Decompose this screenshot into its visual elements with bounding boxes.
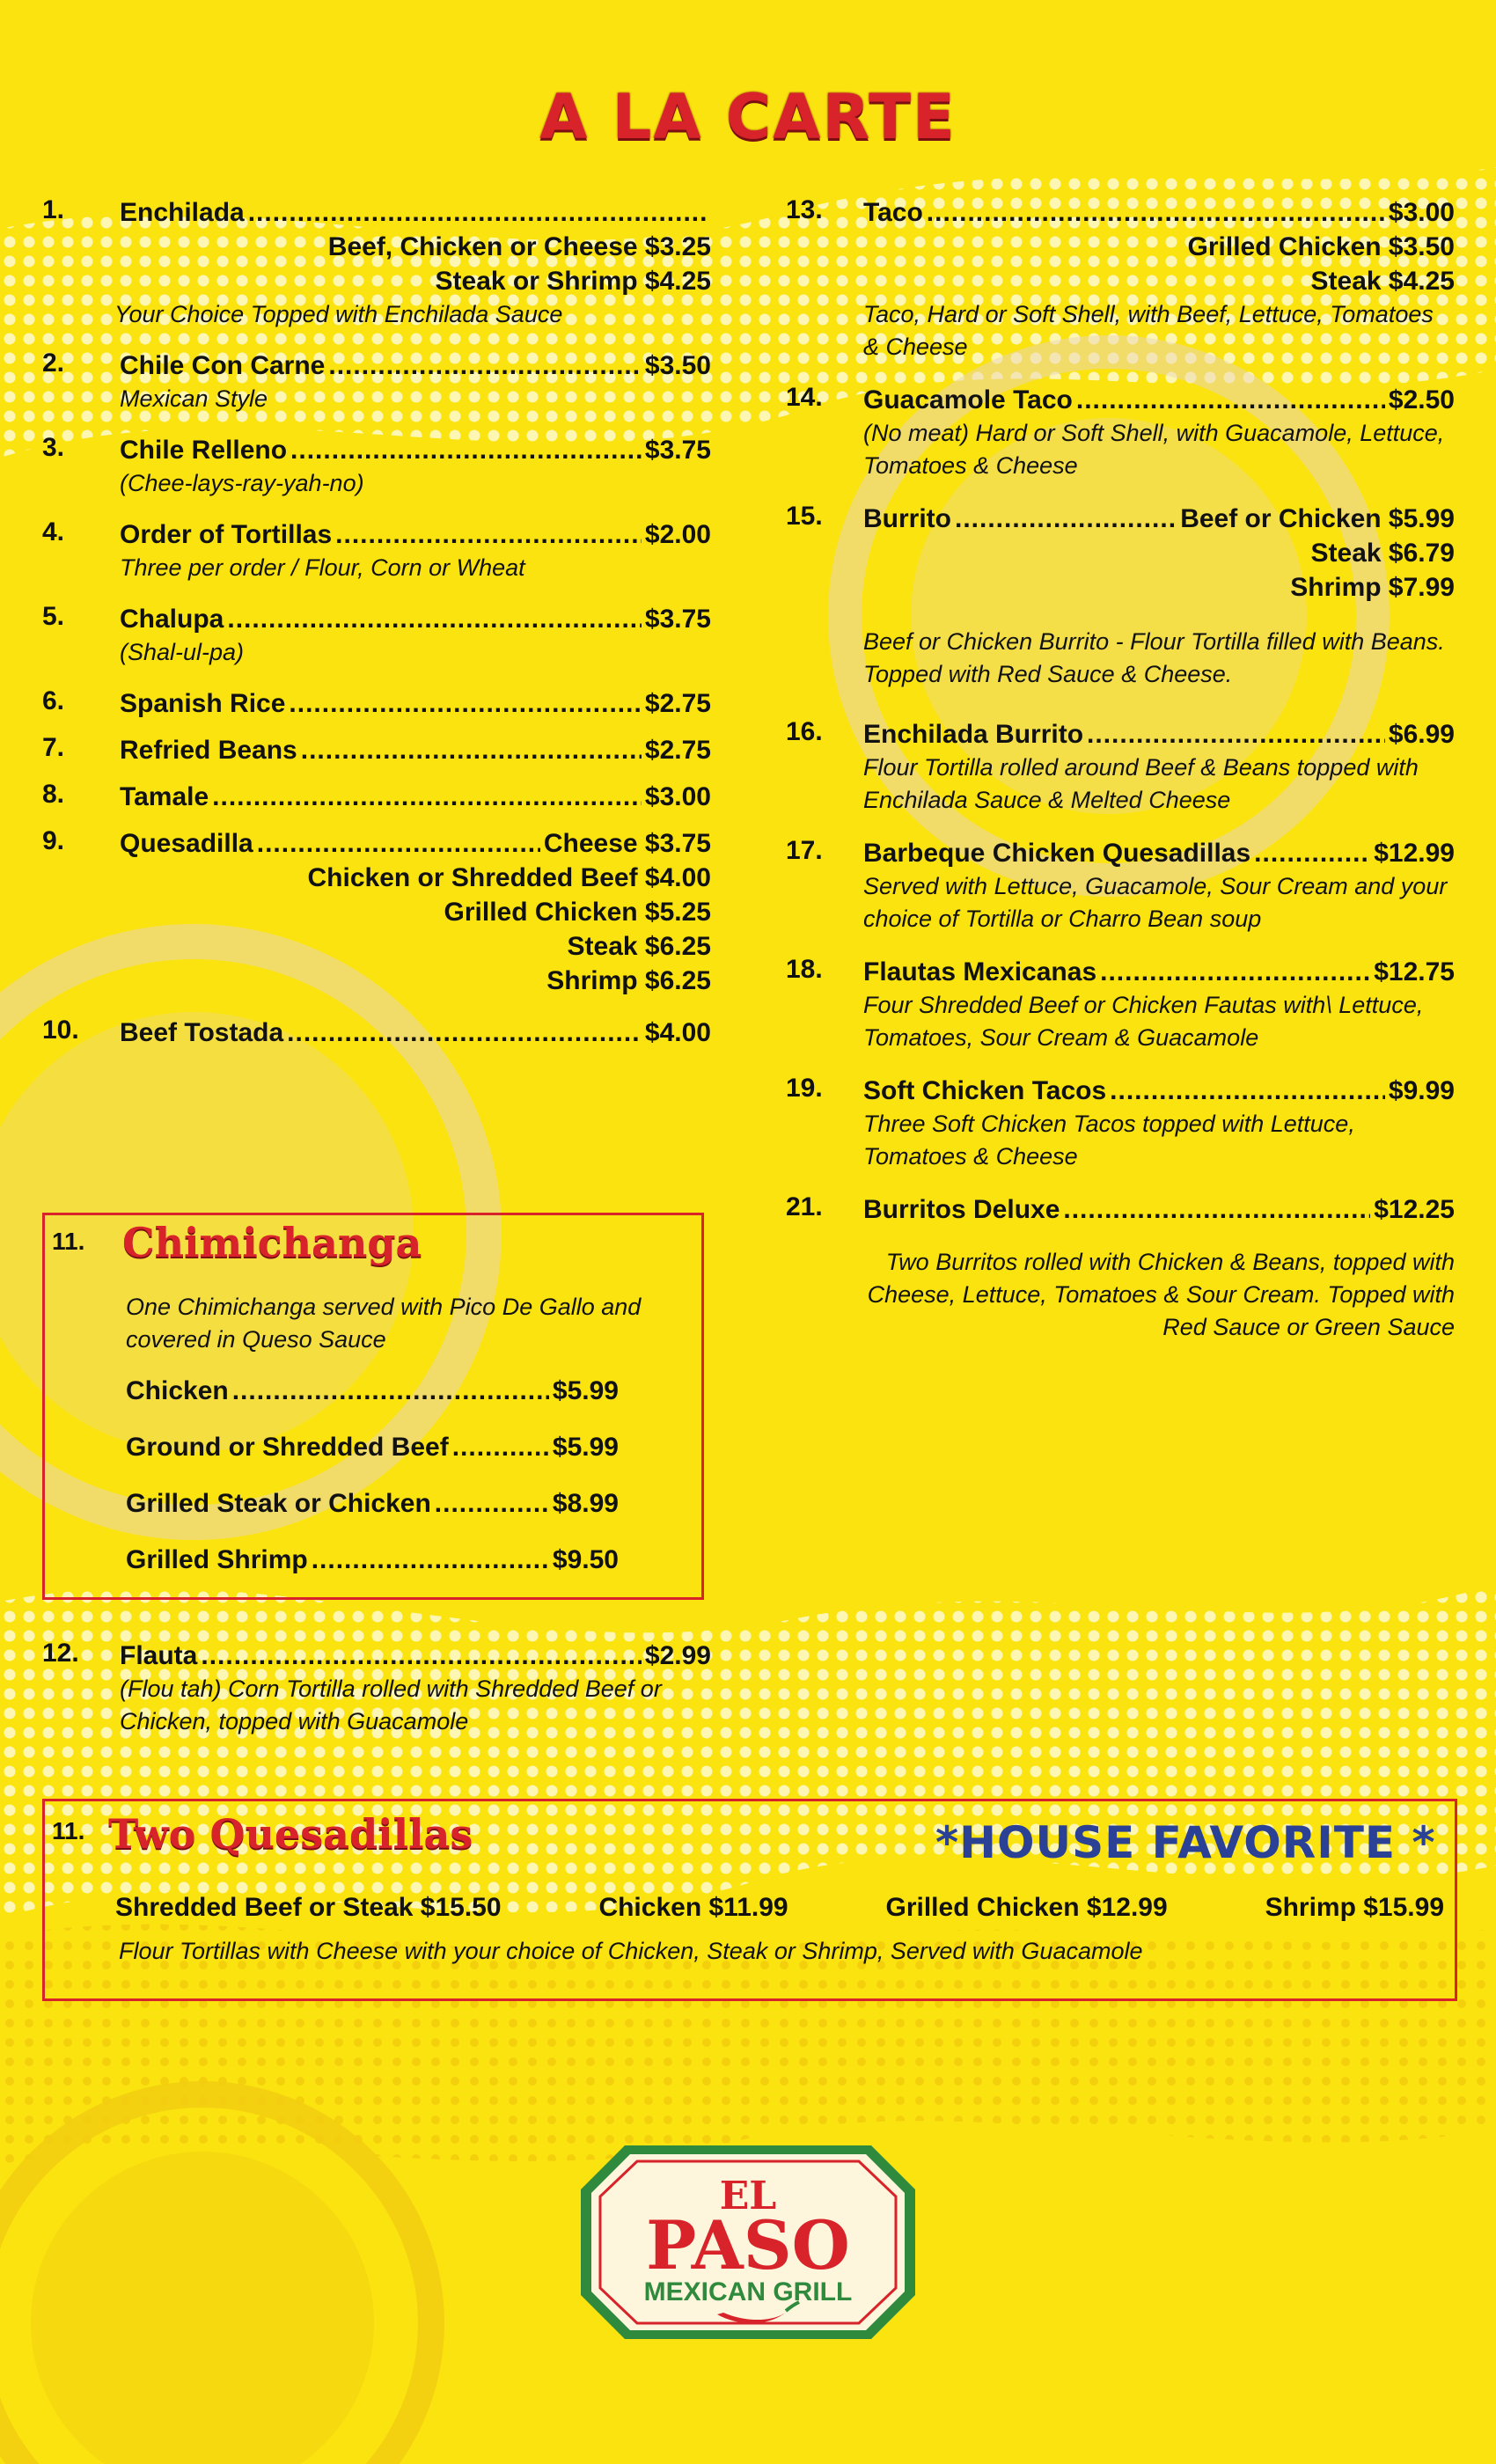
item-price: $2.50 (1388, 385, 1455, 414)
leader-dots (290, 433, 642, 467)
item-price: $3.00 (1388, 198, 1455, 227)
leader-dots (328, 348, 642, 383)
item-body (863, 955, 1455, 1054)
leader-dots (1110, 1074, 1385, 1108)
item-number: 3. (42, 433, 65, 462)
item-number: 10. (42, 1016, 79, 1045)
menu-item (42, 517, 711, 584)
item-description: (Shal-ul-pa) (120, 639, 245, 665)
chimichanga-box (42, 1213, 704, 1600)
leader-dots (212, 780, 642, 814)
leader-dots (257, 826, 540, 861)
item-price: $2.99 (644, 1641, 711, 1670)
chimichanga-options (126, 1374, 619, 1599)
item-price: Beef or Chicken $5.99 (1180, 504, 1455, 533)
leader-dots (335, 517, 642, 552)
item-name: Chalupa (120, 605, 224, 634)
item-price: $6.99 (1388, 720, 1455, 749)
item-number: 16. (786, 717, 823, 746)
leader-dots (287, 1016, 642, 1050)
item-description: Your Choice Topped with Enchilada Sauce (114, 301, 563, 327)
item-name: Burritos Deluxe (863, 1195, 1060, 1224)
item-number: 14. (786, 383, 823, 412)
item-row (120, 733, 711, 767)
item-name: Taco (863, 198, 923, 227)
item-price: $12.99 (1374, 839, 1455, 868)
item-number: 12. (42, 1639, 79, 1668)
item-body (114, 195, 711, 331)
item-row (120, 348, 711, 383)
item-number: 19. (786, 1074, 823, 1103)
item-body (120, 1016, 711, 1050)
item-number: 13. (786, 195, 823, 224)
option-price: $5.99 (552, 1376, 619, 1405)
item-description: Beef or Chicken Burrito - Flour Tortilla filled with Beans. Topped with Red Sauce & Cheese. (863, 628, 1445, 687)
item-price-option: Beef, Chicken or Cheese $3.25 (327, 232, 711, 261)
item-number: 1. (42, 195, 65, 224)
chimichanga-option (126, 1430, 619, 1464)
item-description: Taco, Hard or Soft Shell, with Beef, Lettuce, Tomatoes & Cheese (863, 301, 1434, 360)
menu-item (42, 195, 711, 331)
item-row (120, 1016, 711, 1050)
item-body (863, 502, 1455, 691)
item-body (120, 686, 711, 721)
house-favorite-badge: *HOUSE FAVORITE * (935, 1817, 1436, 1868)
leader-dots (248, 195, 708, 230)
item-price: $3.75 (644, 605, 711, 634)
item-name: Spanish Rice (120, 689, 286, 718)
item-name: Chile Con Carne (120, 351, 326, 380)
item-price-option: Steak $6.79 (1310, 539, 1455, 568)
item-row (863, 955, 1455, 989)
item-price: $3.75 (644, 436, 711, 465)
item-name: Barbeque Chicken Quesadillas (863, 839, 1251, 868)
menu-item (42, 686, 711, 721)
item-description: Three per order / Flour, Corn or Wheat (120, 554, 525, 581)
menu-item (42, 348, 711, 415)
menu-item-flauta (42, 1639, 711, 1738)
item-description: Served with Lettuce, Guacamole, Sour Cream and your choice of Tortilla or Charro Bean soup (863, 873, 1448, 932)
page-title: A LA CARTE (539, 81, 957, 153)
item-price-option: Steak $6.25 (567, 932, 711, 961)
item-description: Four Shredded Beef or Chicken Fautas with\ Lettuce, Tomatoes, Sour Cream & Guacamole (863, 992, 1424, 1051)
item-body (120, 733, 711, 767)
option-price: $5.99 (552, 1433, 619, 1462)
item-description: Flour Tortilla rolled around Beef & Beans topped with Enchilada Sauce & Melted Cheese (863, 754, 1419, 813)
item-price: $3.00 (644, 782, 711, 811)
item-number: 5. (42, 602, 65, 631)
leader-dots (312, 1543, 549, 1577)
leader-dots (1087, 717, 1385, 752)
item-body (120, 826, 711, 998)
chimichanga-option (126, 1374, 619, 1408)
item-price: Cheese $3.75 (543, 829, 711, 858)
chimichanga-option (126, 1543, 619, 1577)
item-price: $2.75 (644, 689, 711, 718)
menu-item (786, 836, 1455, 935)
item-name: Flautas Mexicanas (863, 957, 1097, 986)
item-name: Order of Tortillas (120, 520, 333, 549)
quesadilla-option: Grilled Chicken $12.99 (885, 1893, 1168, 1922)
item-number: 7. (42, 733, 65, 762)
item-number: 17. (786, 836, 823, 865)
item-body (863, 717, 1455, 817)
item-body (120, 780, 711, 814)
item-name: Guacamole Taco (863, 385, 1073, 414)
item-body (863, 195, 1455, 363)
leader-dots (1254, 836, 1370, 870)
item-name: Enchilada (120, 198, 245, 227)
item-price: $9.99 (1388, 1076, 1455, 1105)
logo-line-grill: MEXICAN GRILL (643, 2277, 853, 2306)
item-number: 2. (42, 348, 65, 378)
item-number: 8. (42, 780, 65, 809)
item-number: 6. (42, 686, 65, 715)
menu-item (786, 502, 1455, 691)
two-quesadillas-box (42, 1799, 1457, 2001)
item-number: 21. (786, 1192, 823, 1221)
item-body (120, 433, 711, 500)
leader-dots (1100, 955, 1370, 989)
item-description: Three Soft Chicken Tacos topped with Lettuce, Tomatoes & Cheese (863, 1111, 1355, 1170)
el-paso-logo (572, 2128, 924, 2357)
item-name: Enchilada Burrito (863, 720, 1084, 749)
item-name: Soft Chicken Tacos (863, 1076, 1107, 1105)
quesadilla-option: Shredded Beef or Steak $15.50 (115, 1893, 502, 1922)
item-price: $12.75 (1374, 957, 1455, 986)
menu-item (786, 1074, 1455, 1173)
two-quesadillas-options (115, 1893, 1444, 1923)
item-price: $3.50 (644, 351, 711, 380)
right-menu-column (786, 195, 1455, 1344)
item-row (863, 383, 1455, 417)
left-menu-column (42, 195, 711, 1050)
option-name: Grilled Shrimp (126, 1545, 308, 1574)
item-description: (Flou tah) Corn Tortilla rolled with Shredded Beef or Chicken, topped with Guacamole (120, 1676, 662, 1734)
menu-item (42, 733, 711, 767)
item-price: $2.75 (644, 736, 711, 765)
item-price-option: Shrimp $7.99 (1290, 573, 1455, 602)
item-body (863, 383, 1455, 482)
menu-item (42, 780, 711, 814)
menu-item (42, 433, 711, 500)
item-number: 15. (786, 502, 823, 531)
menu-item (786, 955, 1455, 1054)
chimichanga-title: Chimichanga (122, 1219, 422, 1266)
leader-dots (452, 1430, 549, 1464)
option-name: Ground or Shredded Beef (126, 1433, 449, 1462)
leader-dots (232, 1374, 549, 1408)
item-price-option: Grilled Chicken $5.25 (444, 898, 711, 927)
two-quesadillas-title: Two Quesadillas (108, 1810, 473, 1858)
item-price: $2.00 (644, 520, 711, 549)
item-body (863, 1192, 1455, 1344)
menu-item (786, 383, 1455, 482)
item-row (863, 502, 1455, 536)
option-price: $8.99 (552, 1489, 619, 1518)
item-number: 11. (52, 1817, 85, 1844)
item-number: 18. (786, 955, 823, 984)
item-price-option: Steak $4.25 (1310, 267, 1455, 296)
option-name: Chicken (126, 1376, 229, 1405)
menu-item (42, 602, 711, 669)
item-name: Tamale (120, 782, 209, 811)
option-price: $9.50 (552, 1545, 619, 1574)
item-row (863, 1192, 1455, 1227)
menu-item (786, 1192, 1455, 1344)
item-number: 11. (52, 1228, 85, 1255)
item-body (120, 602, 711, 669)
leader-dots (955, 502, 1177, 536)
menu-item (42, 826, 711, 998)
leader-dots (1063, 1192, 1370, 1227)
item-price-option: Chicken or Shredded Beef $4.00 (307, 863, 711, 892)
leader-dots (435, 1486, 549, 1521)
item-description: (Chee-lays-ray-yah-no) (120, 470, 364, 496)
item-row (863, 836, 1455, 870)
menu-item (786, 717, 1455, 817)
item-number: 4. (42, 517, 65, 546)
item-name: Refried Beans (120, 736, 297, 765)
quesadilla-option: Chicken $11.99 (598, 1893, 788, 1922)
item-row (863, 717, 1455, 752)
item-description: Mexican Style (120, 385, 268, 412)
item-row (120, 433, 711, 467)
option-name: Grilled Steak or Chicken (126, 1489, 431, 1518)
item-row (120, 517, 711, 552)
leader-dots (927, 195, 1385, 230)
item-row (863, 195, 1455, 230)
item-name: Burrito (863, 504, 951, 533)
item-body (120, 517, 711, 584)
chimichanga-description: One Chimichanga served with Pico De Gallo and covered in Queso Sauce (126, 1294, 642, 1353)
item-row (120, 195, 711, 230)
item-number: 9. (42, 826, 65, 855)
item-price-option: Steak or Shrimp $4.25 (435, 267, 711, 296)
logo-line-paso: PASO (646, 2206, 850, 2284)
item-row (120, 602, 711, 636)
leader-dots (301, 733, 642, 767)
quesadilla-option: Shrimp $15.99 (1265, 1893, 1444, 1922)
leader-dots (227, 602, 642, 636)
item-body (863, 836, 1455, 935)
menu-item (42, 1016, 711, 1050)
item-body (120, 348, 711, 415)
menu-item (786, 195, 1455, 363)
item-name: Beef Tostada (120, 1018, 284, 1047)
leader-dots (201, 1639, 642, 1673)
chimichanga-option (126, 1486, 619, 1521)
leader-dots (1076, 383, 1385, 417)
item-price-option: Shrimp $6.25 (546, 966, 711, 995)
item-body (863, 1074, 1455, 1173)
item-description: (No meat) Hard or Soft Shell, with Guacamole, Lettuce, Tomatoes & Cheese (863, 420, 1445, 479)
item-price-option: Grilled Chicken $3.50 (1187, 232, 1455, 261)
item-row (120, 780, 711, 814)
item-name: Flauta (120, 1641, 198, 1670)
item-name: Quesadilla (120, 829, 253, 858)
item-row (863, 1074, 1455, 1108)
item-price: $4.00 (644, 1018, 711, 1047)
item-row (120, 826, 711, 861)
item-price: $12.25 (1374, 1195, 1455, 1224)
leader-dots (289, 686, 642, 721)
item-name: Chile Relleno (120, 436, 288, 465)
logo-line-el: EL (719, 2174, 777, 2218)
item-description: Two Burritos rolled with Chicken & Beans, topped with Cheese, Lettuce, Tomatoes & Sour Cream. Topped with Red Sauce or Green Sauce (867, 1249, 1455, 1340)
two-quesadillas-description: Flour Tortillas with Cheese with your choice of Chicken, Steak or Shrimp, Served with Guacamole (119, 1938, 1143, 1964)
item-row (120, 686, 711, 721)
